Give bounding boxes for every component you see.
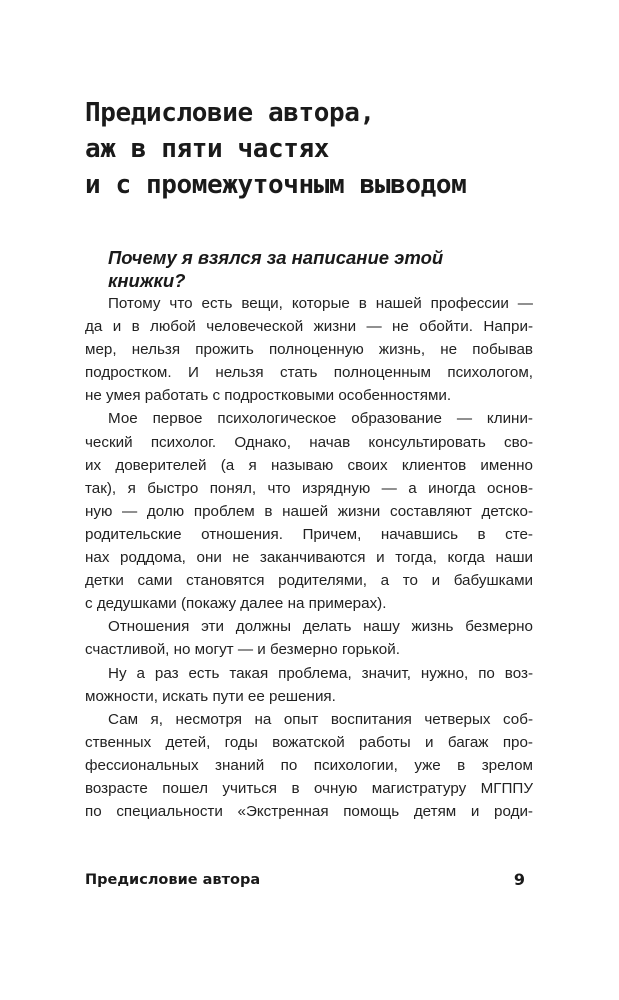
text-line: можности, искать пути ее решения. (85, 687, 336, 705)
section-heading-line: книжки? (108, 270, 186, 291)
running-head: Предисловие автора (85, 872, 261, 888)
section-heading (108, 246, 533, 292)
chapter-title-line: Предисловие автора, (85, 98, 375, 128)
chapter-title-line: аж в пяти частях (85, 134, 330, 164)
text-line: да и в любой человеческой жизни — не обойти. Напри- (85, 318, 533, 336)
text-line: Сам я, несмотря на опыт воспитания четверых соб- (108, 710, 533, 728)
section-heading-line: Почему я взялся за написание этой (108, 247, 444, 268)
text-line: мер, нельзя прожить полноценную жизнь, не побывав (85, 341, 533, 359)
text-line: не умея работать с подростковыми особенностями. (85, 387, 452, 405)
text-line: Мое первое психологическое образование — клини- (108, 410, 533, 428)
paragraph-3 (85, 615, 533, 661)
text-line: их доверителей (а я называю своих клиентов именно (85, 456, 533, 474)
text-line: родительские отношения. Причем, начавшись в сте- (85, 525, 533, 543)
page-number: 9 (513, 870, 525, 889)
text-line: нах роддома, они не заканчиваются и тогда, когда наши (85, 549, 533, 567)
text-line: ную — долю проблем в нашей жизни составляют детско- (85, 502, 533, 520)
text-line: ственных детей, годы вожатской работы и багаж про- (85, 733, 533, 751)
text-line: детки сами становятся родителями, а то и бабушками (85, 572, 533, 590)
book-page (85, 0, 533, 1000)
text-line: подростком. И нельзя стать полноценным психологом, (85, 364, 533, 382)
text-line: ческий психолог. Однако, начав консультировать сво- (85, 433, 533, 451)
page-footer (85, 868, 525, 892)
chapter-title-line: и с промежуточным выводом (85, 170, 467, 200)
text-line: фессиональных знаний по психологии, уже в зрелом (85, 756, 533, 774)
paragraph-2 (85, 407, 533, 615)
body-text (85, 246, 533, 823)
paragraph-1 (85, 292, 533, 407)
text-line: так), я быстро понял, что изрядную — а иногда основ- (85, 479, 533, 497)
paragraph-5 (85, 708, 533, 823)
text-line: Отношения эти должны делать нашу жизнь безмерно (108, 618, 533, 636)
text-line: по специальности «Экстренная помощь детям и роди- (85, 803, 533, 821)
chapter-title (85, 95, 533, 203)
text-line: возрасте пошел учиться в очную магистратуру МГППУ (85, 779, 533, 797)
paragraph-4 (85, 662, 533, 708)
text-line: Ну а раз есть такая проблема, значит, нужно, по воз- (108, 664, 533, 682)
text-line: счастливой, но могут — и безмерно горькой. (85, 641, 400, 659)
text-line: Потому что есть вещи, которые в нашей профессии — (108, 295, 533, 312)
text-line: с дедушками (покажу далее на примерах). (85, 595, 387, 613)
